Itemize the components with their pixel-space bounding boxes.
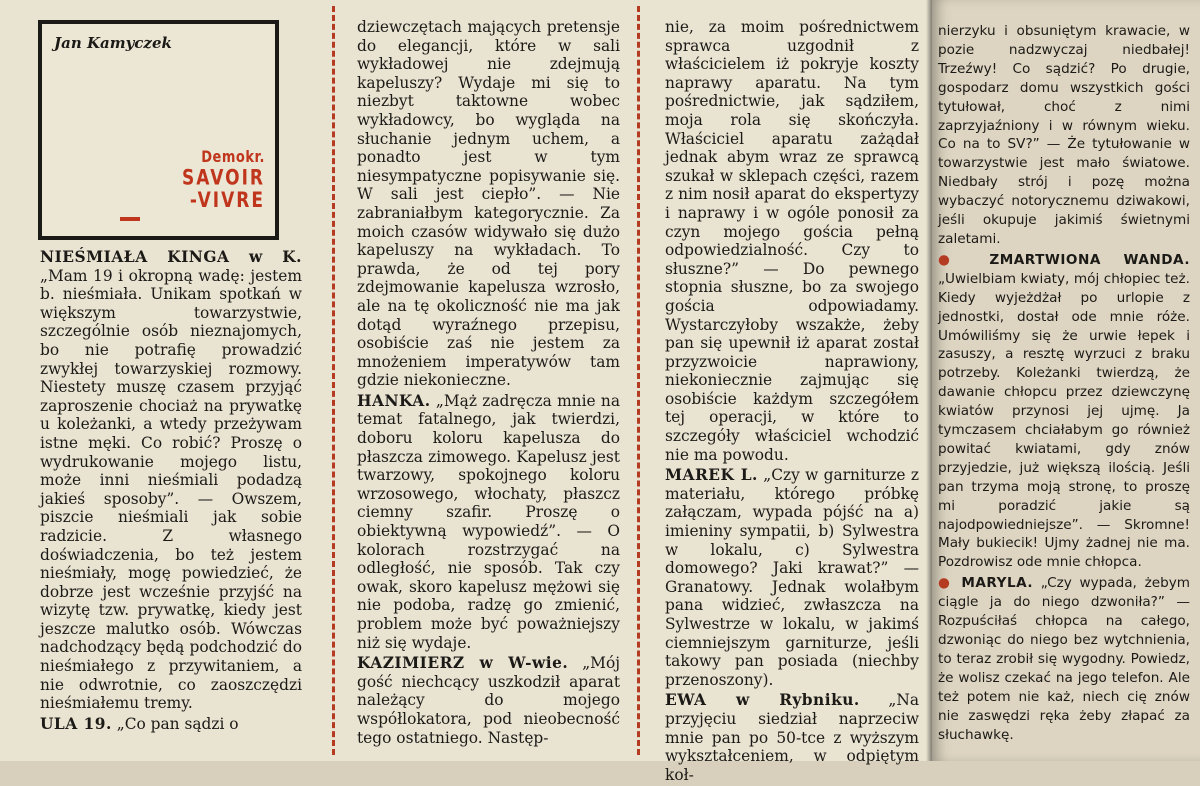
letter-heading: HANKA. xyxy=(357,391,431,410)
letter-text: nierzyku i obsuniętym krawacie, w pozie nadzwyczaj niedbałej! Trzeźwy! Co sądzić? Po drugie, gospodarz domu wszystkich gości tytułował, choć z nimi zaprzyjaźniony i w równym wieku. Co na to SV?” — Że tytułowanie w towarzystwie jest mało światowe. Niedbały strój i pozę można wybaczyć notorycznemu dziwakowi, jeśli okupuje jakimiś świetnymi zaletami. xyxy=(938,23,1190,247)
column-divider xyxy=(637,6,640,755)
column-header-box xyxy=(38,20,279,240)
letter-heading: KAZIMIERZ w W-wie. xyxy=(357,654,569,673)
letter-paragraph xyxy=(665,466,919,689)
letter-text: „Mam 19 i okropną wadę: jestem b. nieśmiała. Unikam spotkań w większym towarzystwie, szczególnie osób nieznajomych, bo nie potrafię prowadzić zwykłej towarzyskiej rozmowy. Niestety muszę czasem przyjąć zaproszenie chociaż na prywatkę u koleżanki, a wtedy przeżywam istne męki. Co robić? Proszę o wydrukowanie mojego listu, może inni nieśmiali podadzą jakieś sposoby”. — Owszem, piszcie nieśmiali jak sobie radzicie. Z własnego doświadczenia, bo też jestem nieśmiały, mogę powiedzieć, że dobrze jest wcześnie przyjść na wizytę tzw. prywatkę, kiedy jest jeszcze malutko osób. Wówczas nadchodzący będą podchodzić do nieśmiałego z przywitaniem, a nie odwrotnie, co zaoszczędzi nieśmiałemu tremy. xyxy=(40,266,302,713)
letter-paragraph xyxy=(938,22,1190,249)
letter-paragraph xyxy=(938,251,1190,572)
letter-paragraph xyxy=(938,574,1190,744)
column-divider xyxy=(332,6,335,755)
letter-text: „Mój gość niechcący uszkodził aparat należący do mojego współlokatora, pod nieobecność tego ostatniego. Następ- xyxy=(357,654,620,747)
letter-heading: NIEŚMIAŁA KINGA w K. xyxy=(40,248,302,266)
column-title-line-2: SAVOIR xyxy=(182,165,265,191)
letter-heading: ULA 19. xyxy=(40,714,112,733)
letter-paragraph xyxy=(40,248,302,713)
letter-text: „Czy wypada, żebym ciągle ja do niego dzwoniła?” — Rozpuściłaś chłopca na całego, dzwoniąc do niego bez wytchnienia, to teraz zrobił się wygodny. Powiedz, że wolisz czekać na jego telefon. Ale też potem nie każ, niech cię znów nie zaswędzi ręka żeby złapać za słuchawkę. xyxy=(938,575,1190,743)
letter-heading: EWA w Rybniku. xyxy=(665,691,860,710)
bullet-icon: ● xyxy=(938,575,962,592)
letter-paragraph xyxy=(357,18,620,390)
column-3 xyxy=(665,18,919,786)
letter-text: „Uwielbiam kwiaty, mój chłopiec też. Kiedy wyjeżdżał po urlopie z jednostki, dostał ode mnie róże. Umówiliśmy się że urwie łepek i zasuszy, a resztę wyrzuci z braku potrzeby. Koleżanki twierdzą, że dawanie chłopcu przez dziewczynę kwiatów przynosi jej ujmę. Ja tymczasem chciałabym go również powitać kwiatami, gdy znów przyjedzie, już większą ilością. Jeśli pan trzyma moją stronę, to proszę mi poradzić jakie są najodpowiedniejsze”. — Skromne! Mały bukiecik! Ujmy żadnej nie ma. Pozdrowisz ode mnie chłopca. xyxy=(938,270,1190,571)
letter-heading: ZMARTWIONA WANDA. xyxy=(989,251,1190,268)
letter-text: nie, za moim pośrednictwem sprawca uzgodnił z właścicielem iż pokryje koszty naprawy aparatu. Na tym pośrednictwie, jak sądziłem, moja rola się skończyła. Właściciel aparatu zażądał jednak abym wraz ze sprawcą szukał w sklepach części, razem z nim nosił aparat do ekspertyzy i naprawy i w ogóle ponosił za czyn mojego gościa pełną odpowiedzialność. Czy to słuszne?” — Do pewnego stopnia słuszne, bo za swojego gościa odpowiadamy. Wystarczyłoby wszakże, żeby pan się upewnił iż aparat został przyzwoicie naprawiony, niekoniecznie zajmując się osobiście każdym szczegółem tej operacji, w które to szczegóły właściciel wchodzić nie ma powodu. xyxy=(665,18,919,464)
letter-paragraph xyxy=(357,654,620,747)
bullet-icon: ● xyxy=(938,251,990,268)
letter-heading: MAREK L. xyxy=(665,466,758,485)
column-1 xyxy=(40,248,302,735)
column-title-line-1: Demokr. xyxy=(201,148,265,167)
title-dash xyxy=(120,217,140,221)
letter-text: „Co pan sądzi o xyxy=(111,714,239,733)
author-name: Jan Kamyczek xyxy=(54,34,172,52)
letter-heading: MARYLA. xyxy=(961,575,1034,592)
letter-paragraph xyxy=(40,715,302,734)
letter-text: „Mąż zadręcza mnie na temat fatalnego, jak twierdzi, doboru koloru kapelusza do płaszcza zimowego. Kapelusz jest twarzowy, spokojnego koloru wrzosowego, włochaty, płaszcz ciemny szafir. Proszę o obiektywną wypowiedź”. — O kolorach rozstrzygać na odległość, nie sposób. Tak czy owak, skoro kapelusz mężowi się nie podoba, radzę go zmienić, problem może być poważniejszy niż się wydaje. xyxy=(357,391,620,652)
letter-paragraph xyxy=(665,691,919,784)
letter-text: „Na przyjęciu siedział naprzeciw mnie pan po 50-tce z wyższym wykształceniem, w odpiętym koł- xyxy=(665,691,919,784)
column-4 xyxy=(938,22,1190,746)
right-page xyxy=(932,0,1200,761)
column-2 xyxy=(357,18,620,749)
letter-paragraph xyxy=(665,18,919,464)
letter-text: „Czy w garniturze z materiału, którego próbkę załączam, wypada pójść na a) imieniny sympatii, b) Sylwestra w lokalu, c) Sylwestra domowego? Jaki krawat?” — Granatowy. Jednak wolałbym pana widzieć, zwłaszcza na Sylwestrze w lokalu, w jakimś ciemniejszym garniturze, jeśli takowy pan posiada (niechby przenoszony). xyxy=(665,466,919,689)
letter-paragraph xyxy=(357,392,620,652)
column-title-line-3: -VIVRE xyxy=(189,188,265,213)
letter-text: dziewczętach mających pretensje do elegancji, które w sali wykładowej nie zdejmują kapeluszy? Wydaje mi się to niezbyt taktowne wobec wykładowcy, bo wygląda na słuchanie jednym uchem, a ponadto jest w tym niesympatyczne popisywanie się. W sali jest ciepło”. — Nie zabraniałbym kategorycznie. Za moich czasów widywało się dużo kapeluszy na wykładach. To prawda, że od tej pory zdejmowanie kapelusza wzrosło, ale na tę okoliczność nie ma jak dotąd wyraźnego przepisu, osobiście zaś nie jestem za mnożeniem imperatywów tam gdzie niekonieczne. xyxy=(357,18,620,390)
column-title xyxy=(182,148,265,212)
